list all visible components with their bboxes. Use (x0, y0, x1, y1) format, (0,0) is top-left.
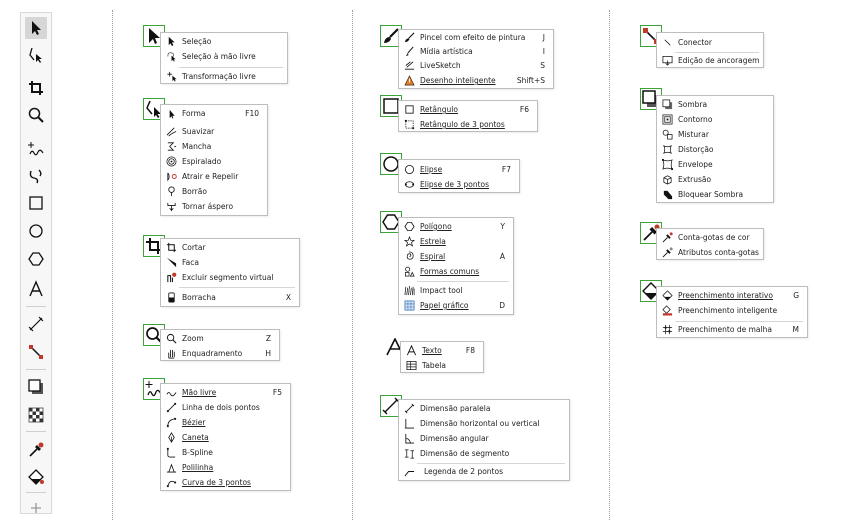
drop-shadow-button[interactable] (25, 376, 47, 398)
menu-item-cortar[interactable] (161, 240, 299, 255)
shape-tool-button[interactable] (25, 44, 47, 66)
interactive-fill-button[interactable] (25, 466, 47, 488)
pan-hand-icon (166, 348, 177, 359)
menu-item-bspline[interactable] (161, 445, 290, 460)
artistic-media-button[interactable] (25, 165, 47, 187)
menu-item-selecao-mao-livre[interactable] (161, 49, 287, 64)
menu-item-label: Pincel com efeito de pintura (420, 33, 526, 42)
freehand-tool-button[interactable] (25, 138, 47, 160)
menu-item-label: Forma (182, 109, 206, 118)
attributes-eyedropper-icon (662, 247, 673, 258)
artistic-flyout (398, 29, 554, 89)
crop-flyout (160, 238, 300, 307)
menu-item-label: Cortar (182, 243, 206, 252)
rectangle-icon (404, 104, 415, 115)
menu-item-label: Suavizar (182, 127, 215, 136)
menu-item-label: Dimensão angular (420, 434, 489, 443)
pick-tool-button[interactable] (25, 17, 47, 39)
effect-brush-icon (404, 32, 415, 43)
graph-paper-icon (404, 300, 415, 311)
menu-item-label: Polilinha (182, 463, 214, 472)
transparency-icon (27, 406, 45, 424)
menu-item-label: B-Spline (182, 448, 213, 457)
freehand-tool-icon (27, 140, 45, 158)
text-icon (406, 345, 417, 356)
common-shapes-icon (404, 266, 415, 277)
menu-item-shortcut: F7 (501, 165, 511, 174)
menu-item-label: Zoom (182, 334, 204, 343)
menu-item-label: Retângulo (420, 105, 458, 114)
menu-item-borracha[interactable] (161, 290, 299, 305)
menu-item-label: Texto (422, 346, 442, 355)
dimension-tool-icon (27, 315, 45, 333)
polygon-flyout (398, 217, 514, 315)
toolbar-separator (26, 306, 46, 307)
menu-item-label: Conta-gotas de cor (678, 233, 750, 242)
menu-item-retangulo-3-pontos[interactable] (399, 117, 537, 132)
freehand-icon (166, 387, 177, 398)
block-shadow-icon (662, 189, 673, 200)
menu-item-shortcut: Shift+S (516, 76, 545, 85)
menu-item-shortcut: F10 (245, 109, 259, 118)
menu-item-dimensao-horizontal-vertical[interactable] (399, 416, 569, 431)
menu-item-label: Borracha (182, 293, 216, 302)
smart-drawing-icon (404, 75, 415, 86)
menu-item-label: Atrair e Repelir (182, 172, 239, 181)
segment-dimension-icon (404, 448, 415, 459)
parallel-dimension-icon (404, 403, 415, 414)
menu-item-excluir-segmento[interactable] (161, 270, 299, 285)
menu-item-shortcut: F8 (465, 346, 475, 355)
smudge-icon (166, 186, 177, 197)
menu-item-atrair-repelir[interactable] (161, 169, 267, 184)
crop-tool-icon (27, 79, 45, 97)
menu-item-label: Polígono (420, 222, 452, 231)
menu-item-label: Elipse (420, 165, 443, 174)
menu-item-pincel-efeito[interactable] (399, 30, 553, 45)
shape-tool-icon (27, 46, 45, 64)
menu-item-preenchimento-malha[interactable] (657, 322, 807, 337)
three-point-rectangle-icon (404, 119, 415, 130)
text-flyout (400, 341, 484, 373)
transparency-button[interactable] (25, 404, 47, 426)
menu-item-shortcut: G (793, 291, 799, 300)
shape-icon (166, 108, 177, 119)
menu-item-label: Transformação livre (182, 72, 256, 81)
effects-flyout (656, 95, 774, 203)
extrude-icon (662, 174, 673, 185)
menu-item-bloquear-sombra[interactable] (657, 187, 773, 202)
interactive-fill-icon (662, 290, 673, 301)
toolbar-separator (26, 492, 46, 493)
menu-item-shortcut: X (285, 293, 291, 302)
menu-item-label: Dimensão de segmento (420, 449, 510, 458)
rectangle-flyout (398, 100, 538, 132)
menu-item-formas-comuns[interactable] (399, 264, 513, 279)
menu-item-distorcao[interactable] (657, 142, 773, 157)
menu-item-dimensao-paralela[interactable] (399, 401, 569, 416)
menu-item-label: Caneta (182, 433, 209, 442)
mesh-fill-icon (662, 324, 673, 335)
contour-icon (662, 114, 673, 125)
menu-item-shortcut: A (499, 252, 505, 261)
eyedropper-flyout (656, 228, 764, 260)
menu-item-shortcut: H (265, 349, 271, 358)
connector-icon (662, 37, 673, 48)
pick-flyout (160, 32, 288, 84)
ellipse-tool-icon (27, 222, 45, 240)
menu-item-texto[interactable] (401, 343, 483, 358)
menu-item-shortcut: Z (265, 334, 271, 343)
crop-tool-button[interactable] (25, 77, 47, 99)
menu-separator (179, 287, 295, 288)
menu-item-label: Bloquear Sombra (678, 190, 744, 199)
shape-flyout (160, 104, 268, 216)
polygon-tool-icon (27, 250, 45, 268)
free-transform-icon (166, 71, 177, 82)
menu-item-label: Faca (182, 258, 199, 267)
menu-item-papel-grafico[interactable] (399, 298, 513, 313)
two-point-line-icon (166, 402, 177, 413)
menu-item-label: Tornar áspero (182, 202, 234, 211)
menu-item-label: Contorno (678, 115, 713, 124)
ellipse-flyout (398, 159, 520, 193)
menu-item-envelope[interactable] (657, 157, 773, 172)
menu-item-label: Edição de ancoragem (678, 56, 760, 65)
menu-item-label: Retângulo de 3 pontos (420, 120, 505, 129)
text-tool-button[interactable] (25, 278, 47, 300)
menu-item-elipse-3-pontos[interactable] (399, 177, 519, 192)
menu-item-espiral[interactable] (399, 249, 513, 264)
menu-item-shortcut: F5 (272, 388, 282, 397)
anchor-edit-icon (662, 55, 673, 66)
menu-item-label: Desenho inteligente (420, 76, 496, 85)
menu-item-label: Linha de dois pontos (182, 403, 260, 412)
livesketch-icon (404, 60, 415, 71)
menu-item-caneta[interactable] (161, 430, 290, 445)
menu-item-shortcut: D (499, 301, 505, 310)
column-divider (609, 10, 610, 520)
menu-item-label: Preenchimento inteligente (678, 306, 778, 315)
menu-item-misturar[interactable] (657, 127, 773, 142)
menu-item-linha-dois-pontos[interactable] (161, 400, 290, 415)
menu-item-shortcut: I (542, 47, 545, 56)
toolbar-separator (26, 431, 46, 432)
menu-item-label: Mídia artística (420, 47, 473, 56)
menu-item-label: Seleção (182, 37, 212, 46)
menu-item-faca[interactable] (161, 255, 299, 270)
menu-item-label: Extrusão (678, 175, 712, 184)
dimension-flyout (398, 399, 570, 481)
menu-item-estrela[interactable] (399, 234, 513, 249)
menu-item-label: Dimensão horizontal ou vertical (420, 419, 540, 428)
text-tool-icon (27, 280, 45, 298)
menu-item-label: Tabela (422, 361, 446, 370)
menu-item-dimensao-segmento[interactable] (399, 446, 569, 461)
menu-item-polilinha[interactable] (161, 460, 290, 475)
menu-item-label: Impact tool (420, 286, 463, 295)
menu-item-livesketch[interactable] (399, 58, 553, 73)
menu-item-tabela[interactable] (401, 358, 483, 373)
menu-item-selecao[interactable] (161, 34, 287, 49)
roughen-icon (166, 201, 177, 212)
toolbox (20, 12, 52, 514)
ellipse-tool-button[interactable] (25, 220, 47, 242)
interactive-fill-icon (27, 468, 45, 486)
zoom-icon (166, 333, 177, 344)
smart-fill-icon (662, 305, 673, 316)
menu-item-label: Enquadramento (182, 349, 243, 358)
menu-item-enquadramento[interactable] (161, 346, 279, 361)
menu-item-label: Espiral (420, 252, 446, 261)
add-icon (27, 499, 45, 517)
bspline-icon (166, 447, 177, 458)
menu-item-label: Dimensão paralela (420, 404, 491, 413)
rectangle-tool-icon (27, 194, 45, 212)
curve-flyout (160, 383, 291, 491)
spiral-icon (404, 251, 415, 262)
table-icon (406, 360, 417, 371)
menu-item-label: LiveSketch (420, 61, 461, 70)
menu-item-label: Excluir segmento virtual (182, 273, 274, 282)
menu-item-label: Curva de 3 pontos (182, 478, 251, 487)
menu-item-suavizar[interactable] (161, 124, 267, 139)
three-point-ellipse-icon (404, 179, 415, 190)
menu-item-shortcut: Y (500, 222, 505, 231)
menu-item-retangulo[interactable] (399, 102, 537, 117)
menu-item-label: Papel gráfico (420, 301, 469, 310)
polygon-icon (404, 221, 415, 232)
menu-item-label: Envelope (678, 160, 713, 169)
menu-item-label: Sombra (678, 100, 708, 109)
menu-item-label: Conector (678, 38, 712, 47)
polyline-icon (166, 462, 177, 473)
menu-item-zoom[interactable] (161, 331, 279, 346)
menu-item-legenda-2-pontos[interactable] (399, 464, 569, 479)
connector-flyout (656, 32, 764, 68)
menu-item-label: Atributos conta-gotas (678, 248, 759, 257)
artistic-media-icon (27, 167, 45, 185)
drop-shadow-icon (27, 378, 45, 396)
color-eyedropper-icon (662, 232, 673, 243)
menu-item-label: Preenchimento de malha (678, 325, 772, 334)
menu-item-label: Legenda de 2 pontos (424, 467, 503, 476)
menu-item-edicao-ancoragem[interactable] (657, 53, 763, 68)
menu-item-dimensao-angular[interactable] (399, 431, 569, 446)
distort-icon (662, 144, 673, 155)
connector-tool-button[interactable] (25, 341, 47, 363)
menu-item-contorno[interactable] (657, 112, 773, 127)
menu-item-tornar-aspero[interactable] (161, 199, 267, 214)
menu-item-elipse[interactable] (399, 162, 519, 177)
menu-item-mancha[interactable] (161, 139, 267, 154)
menu-item-label: Seleção à mão livre (182, 52, 256, 61)
menu-item-curva-3-pontos[interactable] (161, 475, 290, 490)
menu-item-preenchimento-interativo[interactable] (657, 288, 807, 303)
ellipse-icon (404, 164, 415, 175)
menu-item-poligono[interactable] (399, 219, 513, 234)
blend-icon (662, 129, 673, 140)
menu-item-desenho-inteligente[interactable] (399, 73, 553, 88)
dimension-tool-button[interactable] (25, 313, 47, 335)
menu-item-label: Formas comuns (420, 267, 480, 276)
menu-item-borrao[interactable] (161, 184, 267, 199)
polygon-tool-button[interactable] (25, 248, 47, 270)
fill-flyout (656, 286, 808, 338)
menu-item-conector[interactable] (657, 35, 763, 50)
column-divider (352, 10, 353, 520)
menu-item-shortcut: S (540, 61, 545, 70)
menu-item-label: Borrão (182, 187, 207, 196)
menu-item-label: Preenchimento interativo (678, 291, 773, 300)
pen-icon (166, 432, 177, 443)
add-tool-button[interactable] (25, 497, 47, 519)
envelope-icon (662, 159, 673, 170)
menu-item-forma[interactable] (161, 106, 267, 121)
menu-item-extrusao[interactable] (657, 172, 773, 187)
drop-shadow-icon (662, 99, 673, 110)
menu-item-label: Mão livre (182, 388, 217, 397)
crop-icon (166, 242, 177, 253)
impact-tool-icon (404, 285, 415, 296)
star-icon (404, 236, 415, 247)
virtual-segment-delete-icon (166, 272, 177, 283)
horizontal-vertical-dimension-icon (404, 418, 415, 429)
eyedropper-icon (27, 441, 45, 459)
menu-item-label: Misturar (678, 130, 709, 139)
angular-dimension-icon (404, 433, 415, 444)
menu-item-impact-tool[interactable] (399, 283, 513, 298)
menu-item-shortcut: F6 (519, 105, 529, 114)
smooth-icon (166, 126, 177, 137)
freehand-pick-icon (166, 51, 177, 62)
knife-icon (166, 257, 177, 268)
pick-icon (166, 36, 177, 47)
connector-tool-icon (27, 343, 45, 361)
artistic-media-icon (404, 46, 415, 57)
menu-item-shortcut: M (792, 325, 799, 334)
toolbar-separator (26, 369, 46, 370)
menu-item-label: Bézier (182, 418, 206, 427)
menu-item-mao-livre[interactable] (161, 385, 290, 400)
pick-tool-icon (27, 19, 45, 37)
menu-item-shortcut: J (542, 33, 545, 42)
menu-item-label: Elipse de 3 pontos (420, 180, 490, 189)
menu-item-label: Distorção (678, 145, 714, 154)
twirl-icon (166, 156, 177, 167)
menu-separator (417, 281, 509, 282)
zoom-tool-button[interactable] (25, 104, 47, 126)
eraser-icon (166, 292, 177, 303)
rectangle-tool-button[interactable] (25, 192, 47, 214)
menu-item-bezier[interactable] (161, 415, 290, 430)
menu-item-conta-gotas-cor[interactable] (657, 230, 763, 245)
zoom-tool-icon (27, 106, 45, 124)
three-point-curve-icon (166, 477, 177, 488)
bezier-icon (166, 417, 177, 428)
attract-repel-icon (166, 171, 177, 182)
menu-item-label: Estrela (420, 237, 446, 246)
menu-item-midia-artistica[interactable] (399, 44, 553, 59)
menu-item-atributos-conta-gotas[interactable] (657, 245, 763, 260)
menu-separator (179, 67, 283, 68)
menu-item-label: Espiralado (182, 157, 222, 166)
column-divider (112, 10, 113, 520)
zoom-flyout (160, 329, 280, 361)
menu-item-transformacao-livre[interactable] (161, 69, 287, 84)
two-point-callout-icon (404, 466, 415, 477)
menu-item-preenchimento-inteligente[interactable] (657, 303, 807, 318)
smear-icon (166, 141, 177, 152)
eyedropper-button[interactable] (25, 439, 47, 461)
menu-item-espiralado[interactable] (161, 154, 267, 169)
menu-item-sombra[interactable] (657, 97, 773, 112)
menu-item-label: Mancha (182, 142, 212, 151)
